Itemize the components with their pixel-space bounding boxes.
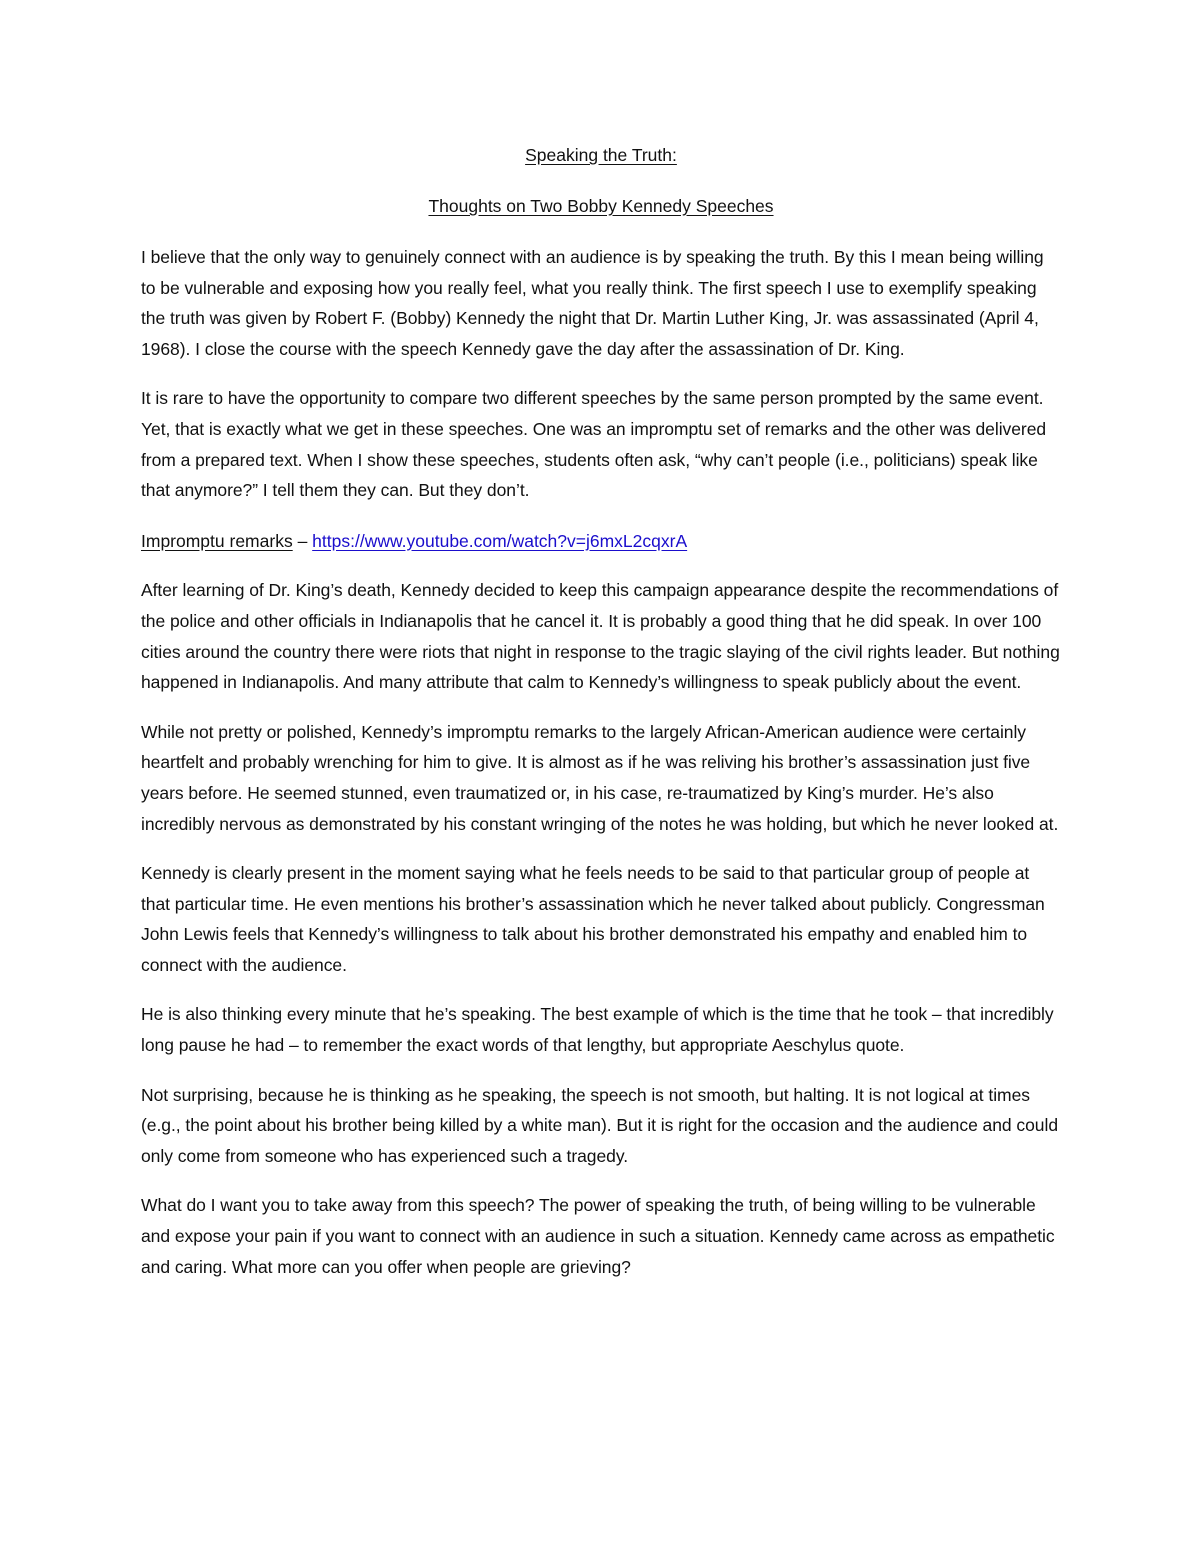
body-paragraph-2: While not pretty or polished, Kennedy’s impromptu remarks to the largely African-American audience were certainly heartfelt and probably wrenching for him to give. It is almost as if he was reliving his brother’s assassination just five years before. He seemed stunned, even traumatized or, in his case, re-traumatized by King’s murder. He’s also incredibly nervous as demonstrated by his constant wringing of the notes he was holding, but which he never looked at.	[141, 721, 1059, 834]
section-label: Impromptu remarks	[141, 530, 293, 551]
body-paragraph-1: After learning of Dr. King’s death, Kennedy decided to keep this campaign appearance despite the recommendations of the police and other officials in Indianapolis that he cancel it. It is probably a good thing that he did speak. In over 100 cities around the country there were riots that night in response to the tragic slaying of the civil rights leader. But nothing happened in Indianapolis. And many attribute that calm to Kennedy’s willingness to speak publicly about the event.	[141, 580, 1060, 693]
video-link[interactable]: https://www.youtube.com/watch?v=j6mxL2cqxrA	[312, 530, 688, 551]
section-separator: –	[292, 530, 313, 551]
body-paragraph-6: What do I want you to take away from this speech? The power of speaking the truth, of being willing to be vulnerable and expose your pain if you want to connect with an audience in such a situation. Kennedy came across as empathetic and caring. What more can you offer when people are grieving?	[141, 1195, 1055, 1277]
intro-paragraph-1: I believe that the only way to genuinely connect with an audience is by speaking the truth. By this I mean being willing to be vulnerable and exposing how you really feel, what you really think. The first speech I use to exemplify speaking the truth was given by Robert F. (Bobby) Kennedy the night that Dr. Martin Luther King, Jr. was assassinated (April 4, 1968). I close the course with the speech Kennedy gave the day after the assassination of Dr. King.	[141, 247, 1044, 359]
document-title: Speaking the Truth:	[525, 145, 677, 165]
document-subtitle: Thoughts on Two Bobby Kennedy Speeches	[428, 196, 774, 216]
document-content	[141, 140, 1061, 1282]
intro-paragraph-2: It is rare to have the opportunity to compare two different speeches by the same person prompted by the same event. Yet, that is exactly what we get in these speeches. One was an impromptu set of remarks and the other was delivered from a prepared text. When I show these speeches, students often ask, “why can’t people (i.e., politicians) speak like that anymore?” I tell them they can. But they don’t.	[141, 388, 1047, 501]
body-paragraph-4: He is also thinking every minute that he’s speaking. The best example of which is the time that he took – that incredibly long pause he had – to remember the exact words of that lengthy, but appropriate Aeschylus quote.	[141, 1004, 1054, 1056]
body-paragraph-3: Kennedy is clearly present in the moment saying what he feels needs to be said to that particular group of people at that particular time. He even mentions his brother’s assassination which he never talked about publicly. Congressman John Lewis feels that Kennedy’s willingness to talk about his brother demonstrated his empathy and enabled him to connect with the audience.	[141, 863, 1045, 975]
body-paragraph-5: Not surprising, because he is thinking as he speaking, the speech is not smooth, but halting. It is not logical at times (e.g., the point about his brother being killed by a white man). But it is right for the occasion and the audience and could only come from someone who has experienced such a tragedy.	[141, 1084, 1059, 1166]
section-link-line	[141, 526, 1061, 557]
